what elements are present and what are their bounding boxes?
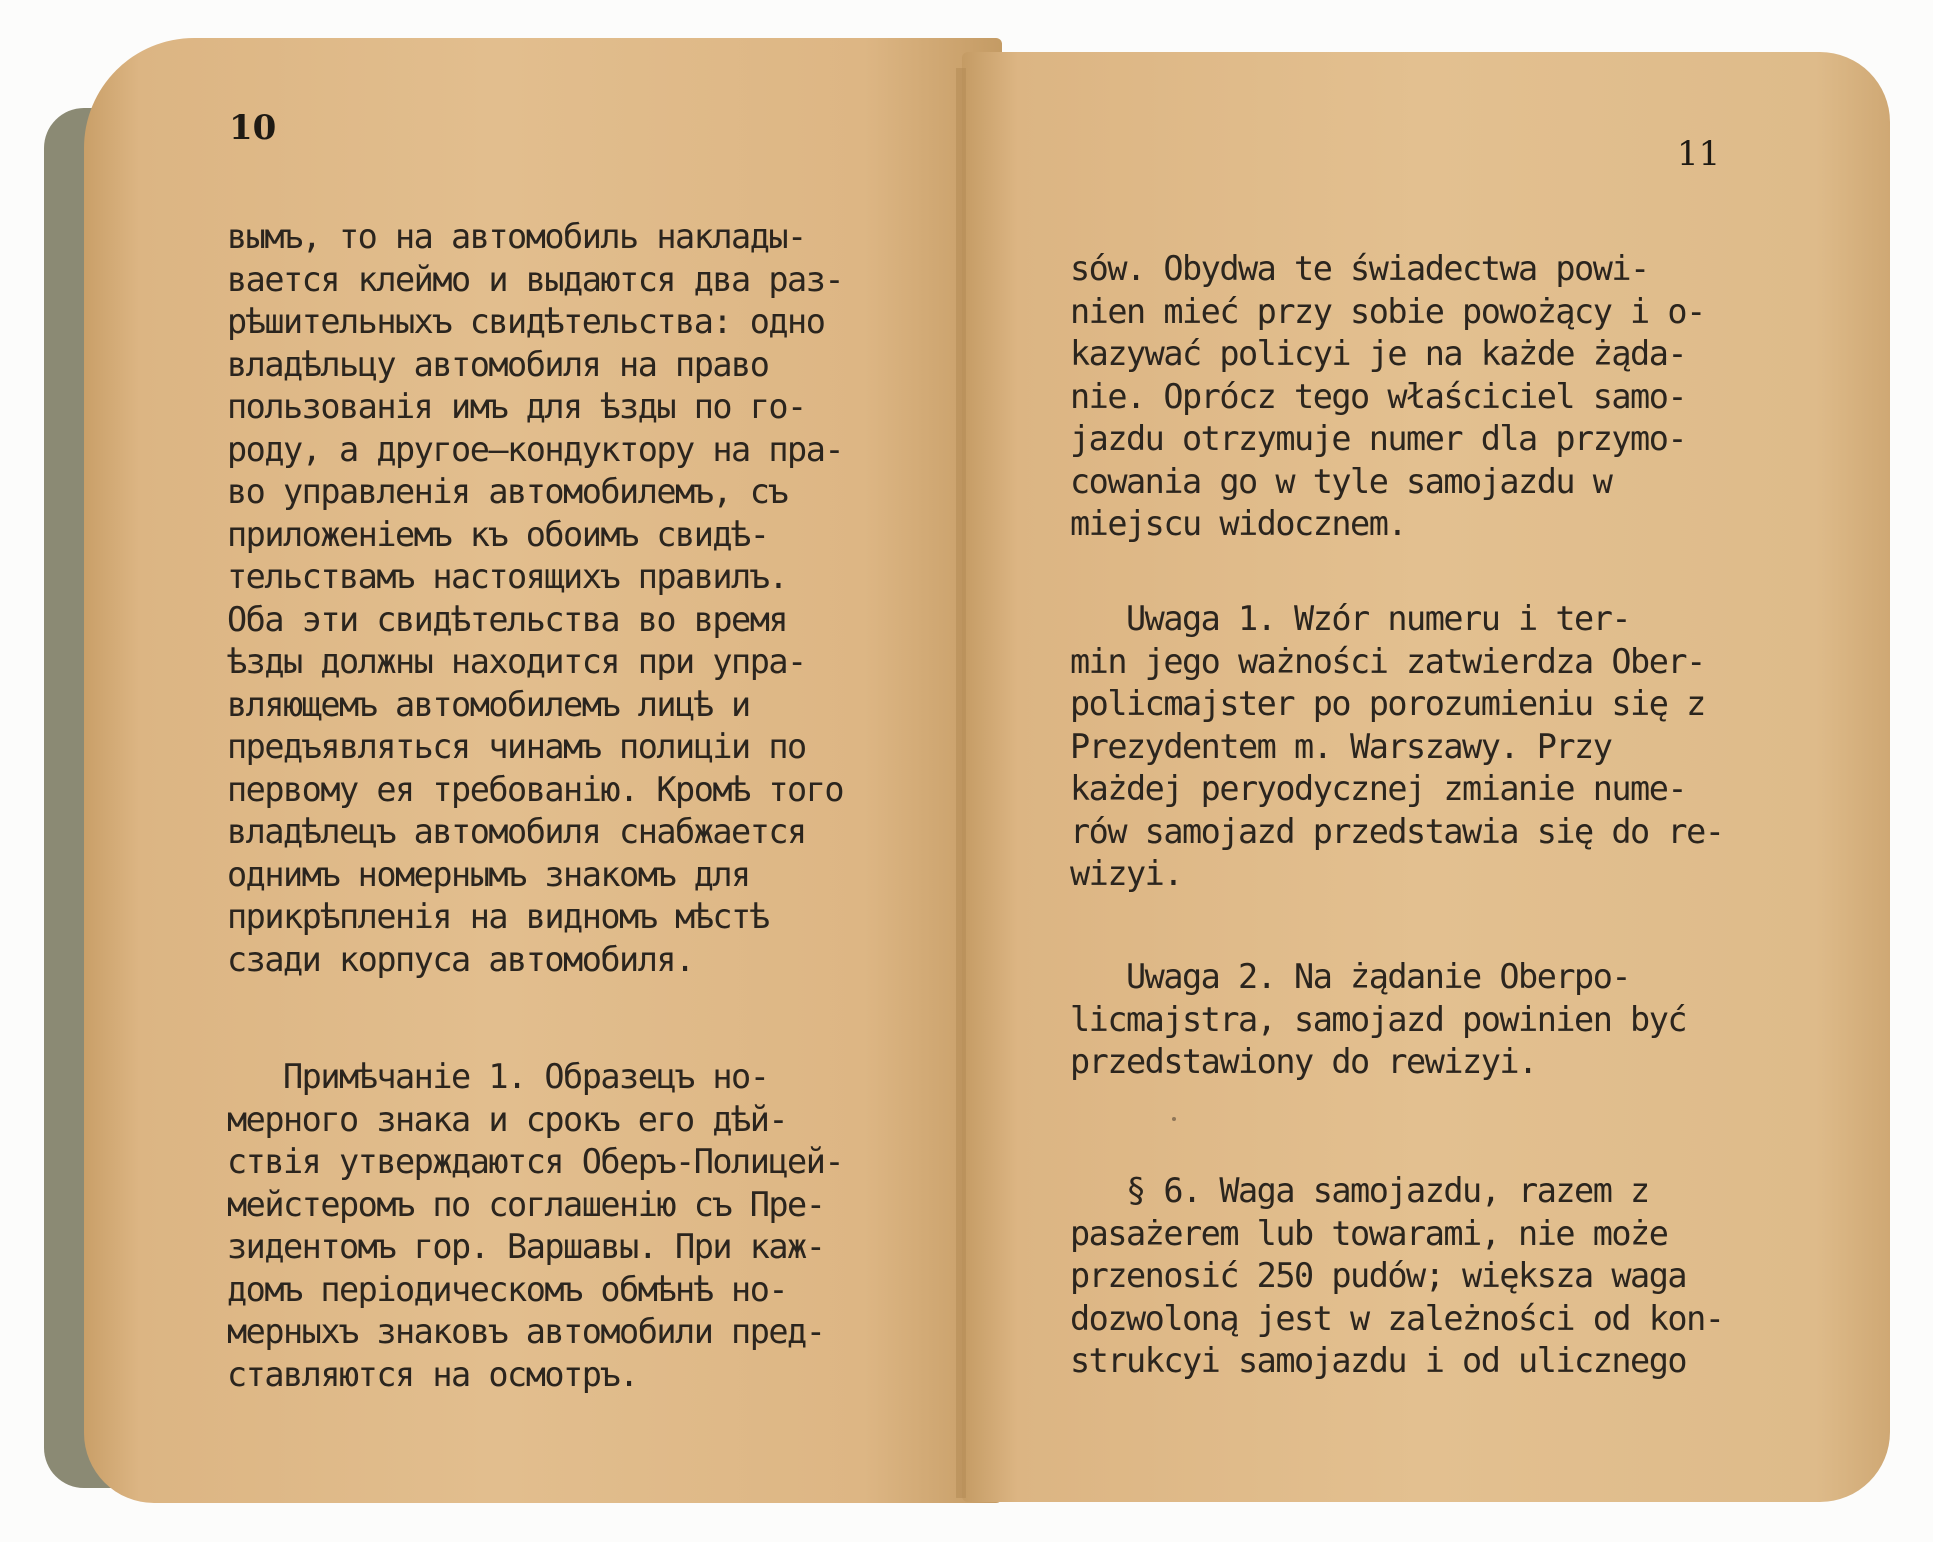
left-paragraph-main [227, 216, 967, 981]
left-page-number: 10 [229, 108, 277, 148]
right-paragraph-main [1070, 248, 1830, 546]
text-line: владѣльцу автомобиля на право [227, 344, 769, 384]
left-paragraph-note [227, 1056, 967, 1396]
text-line: Оба эти свидѣтельства во время [227, 599, 788, 639]
text-line: wizyi. [1070, 854, 1183, 893]
text-line: предъявляться чинамъ полиціи по [227, 727, 806, 766]
text-line: nie. Oprócz tego właściciel samo- [1070, 376, 1687, 416]
text-line: тельствамъ настоящихъ правилъ. [227, 557, 788, 596]
text-line: однимъ номернымъ знакомъ для [227, 854, 750, 894]
text-line: przedstawiony do rewizyi. [1070, 1042, 1537, 1081]
text-line: ѣзды должны находится при упра- [227, 642, 806, 681]
text-line: мерныхъ знаковъ автомобили пред- [227, 1312, 825, 1351]
text-line: прикрѣпленія на видномъ мѣстѣ [227, 897, 769, 936]
text-line: cowania go w tyle samojazdu w [1070, 461, 1612, 501]
text-line: przenosić 250 pudów; większa waga [1070, 1256, 1687, 1295]
right-page-number: 11 [1677, 134, 1721, 174]
text-line: пользованія имъ для ѣзды по го- [227, 387, 806, 426]
text-line: ствія утверждаются Оберъ-Полицей- [227, 1142, 844, 1181]
text-line: роду, а другое—кондуктору на пра- [227, 429, 844, 469]
text-line: вляющемъ автомобилемъ лицѣ и [227, 684, 750, 724]
open-booklet [44, 38, 1890, 1514]
text-line: strukcyi samojazdu i od ulicznego [1070, 1341, 1687, 1380]
text-line: домъ періодическомъ обмѣнѣ но- [227, 1269, 788, 1309]
text-line: ставляются на осмотръ. [227, 1354, 638, 1394]
text-line: Uwaga 1. Wzór numeru i ter- [1070, 599, 1631, 638]
text-line: во управленія автомобилемъ, съ [227, 472, 788, 511]
text-line: nien mieć przy sobie powożący i o- [1070, 291, 1705, 331]
right-page [962, 52, 1890, 1502]
text-line: Prezydentem m. Warszawy. Przy [1070, 726, 1612, 766]
text-line: policmajster po porozumieniu się z [1070, 684, 1705, 723]
text-line: приложеніемъ къ обоимъ свидѣ- [227, 514, 769, 554]
text-line: Uwaga 2. Na żądanie Oberpo- [1070, 957, 1631, 996]
text-line: рѣшительныхъ свидѣтельства: одно [227, 302, 825, 341]
text-line: вается клеймо и выдаются два раз- [227, 259, 844, 299]
text-line: § 6. Waga samojazdu, razem z [1070, 1171, 1649, 1210]
right-paragraph-note-2 [1070, 956, 1830, 1084]
text-line: kazywać policyi je na każde żąda- [1070, 334, 1687, 373]
right-paragraph-note-1 [1070, 598, 1830, 896]
text-line: jazdu otrzymuje numer dla przymo- [1070, 419, 1687, 458]
text-line: сзади корпуса автомобиля. [227, 939, 694, 979]
left-page [84, 38, 1002, 1503]
text-line: владѣлецъ автомобиля снабжается [227, 812, 806, 851]
text-line: każdej peryodycznej zmianie nume- [1070, 769, 1687, 808]
paper-speck [1172, 1117, 1176, 1121]
text-line: min jego ważności zatwierdza Ober- [1070, 641, 1705, 681]
right-paragraph-section-6 [1070, 1170, 1830, 1383]
text-line: зидентомъ гор. Варшавы. При каж- [227, 1227, 825, 1266]
text-line: мейстеромъ по соглашенію съ Пре- [227, 1184, 825, 1224]
text-line: miejscu widocznem. [1070, 504, 1407, 543]
text-line: sów. Obydwa te świadectwa powi- [1070, 249, 1649, 288]
text-line: первому ея требованію. Кромѣ того [227, 769, 844, 809]
text-line: rów samojazd przedstawia się do re- [1070, 811, 1724, 851]
text-line: вымъ, то на автомобиль наклады- [227, 217, 806, 256]
text-line: Примѣчаніе 1. Образецъ но- [227, 1057, 769, 1096]
text-line: pasażerem lub towarami, nie może [1070, 1213, 1668, 1253]
text-line: dozwoloną jest w zależności od kon- [1070, 1298, 1724, 1338]
book-gutter [956, 68, 966, 1498]
text-line: licmajstra, samojazd powinien być [1070, 999, 1687, 1039]
text-line: мерного знака и срокъ его дѣй- [227, 1099, 788, 1139]
